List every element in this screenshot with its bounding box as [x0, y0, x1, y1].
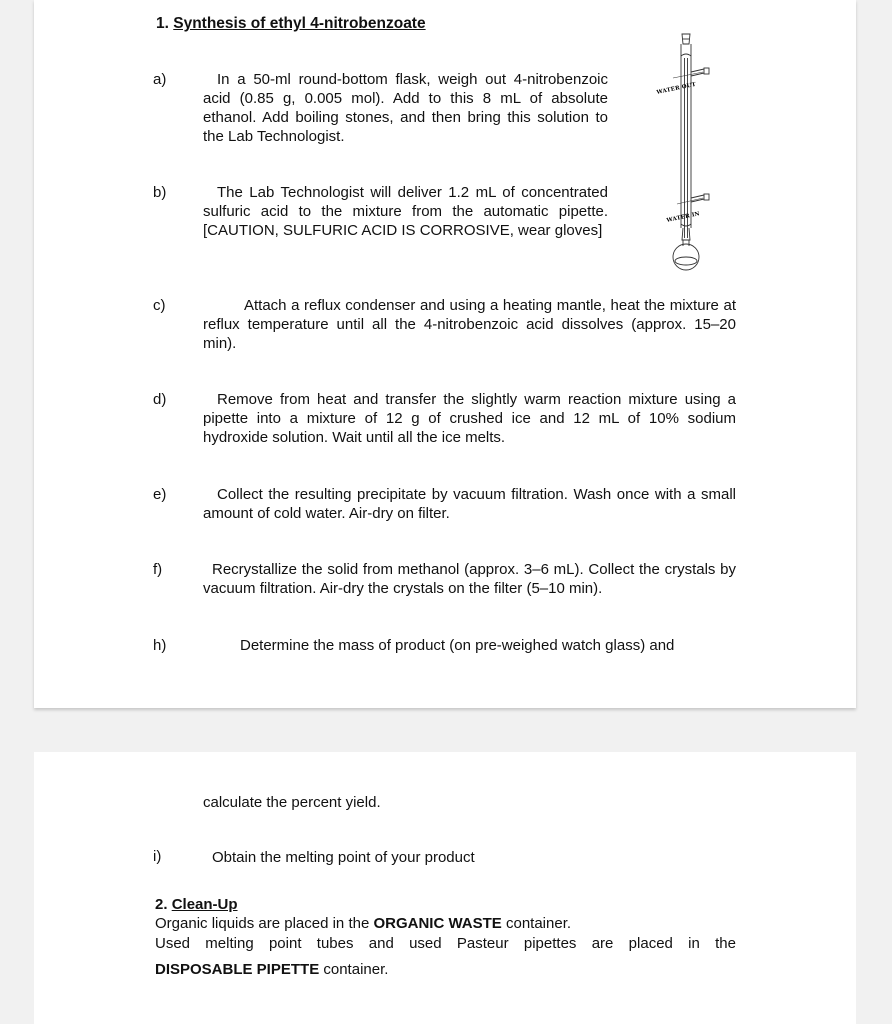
reflux-apparatus-figure: [619, 28, 729, 276]
step-b-text: The Lab Technologist will deliver 1.2 mL of concentrated sulfuric acid to the mixture from the automatic pipette. [CAUTION, SULFURIC ACID IS CORROSIVE, wear gloves]: [203, 184, 608, 239]
section-2-title-text: Clean-Up: [171, 896, 238, 913]
step-e-text: Collect the resulting precipitate by vacuum filtration. Wash once with a small amount of cold water. Air-dry on filter.: [203, 486, 736, 522]
document-page-2: [34, 752, 856, 1024]
step-h-continued-text: calculate the percent yield.: [203, 794, 381, 811]
step-a-text: In a 50-ml round-bottom flask, weigh out 4-nitrobenzoic acid (0.85 g, 0.005 mol). Add to this 8 mL of absolute ethanol. Add boiling stones, and then bring this solution to the Lab Technologist.: [203, 71, 608, 145]
step-label: h): [153, 637, 167, 654]
step-label: d): [153, 391, 167, 408]
step-label: f): [153, 561, 163, 578]
step-label: b): [153, 184, 167, 201]
section-1-title-text: Synthesis of ethyl 4-nitrobenzoate: [173, 15, 426, 32]
step-h-text: Determine the mass of product (on pre-weighed watch glass) and: [240, 637, 675, 654]
step-label: e): [153, 486, 167, 503]
step-label: a): [153, 71, 167, 88]
cleanup-line-3: DISPOSABLE PIPETTE container.: [155, 961, 389, 978]
section-1-title: 1. Synthesis of ethyl 4-nitrobenzoate: [156, 15, 426, 32]
step-d-text: Remove from heat and transfer the slightly warm reaction mixture using a pipette into a mixture of 12 g of crushed ice and 12 mL of 10% sodium hydroxide solution. Wait until all the ice melts.: [203, 391, 736, 446]
water-out-label: WATER OUT: [656, 81, 697, 96]
cleanup-line-1: Organic liquids are placed in the ORGANIC WASTE container.: [155, 915, 572, 932]
step-label: i): [153, 848, 162, 865]
cleanup-line-2: Used melting point tubes and used Pasteur pipettes are placed in the: [155, 935, 736, 952]
water-in-label: WATER IN: [666, 211, 701, 224]
step-c-text: Attach a reflux condenser and using a heating mantle, heat the mixture at reflux temperature until all the 4-nitrobenzoic acid dissolves (approx. 15–20 min).: [203, 297, 736, 352]
document-page-1: [34, 0, 856, 708]
step-i-text: Obtain the melting point of your product: [212, 849, 475, 866]
step-f-text: Recrystallize the solid from methanol (approx. 3–6 mL). Collect the crystals by vacuum filtration. Air-dry the crystals on the filter (5–10 min).: [203, 561, 736, 597]
section-2-title: 2. Clean-Up: [155, 896, 238, 913]
step-label: c): [153, 297, 166, 314]
